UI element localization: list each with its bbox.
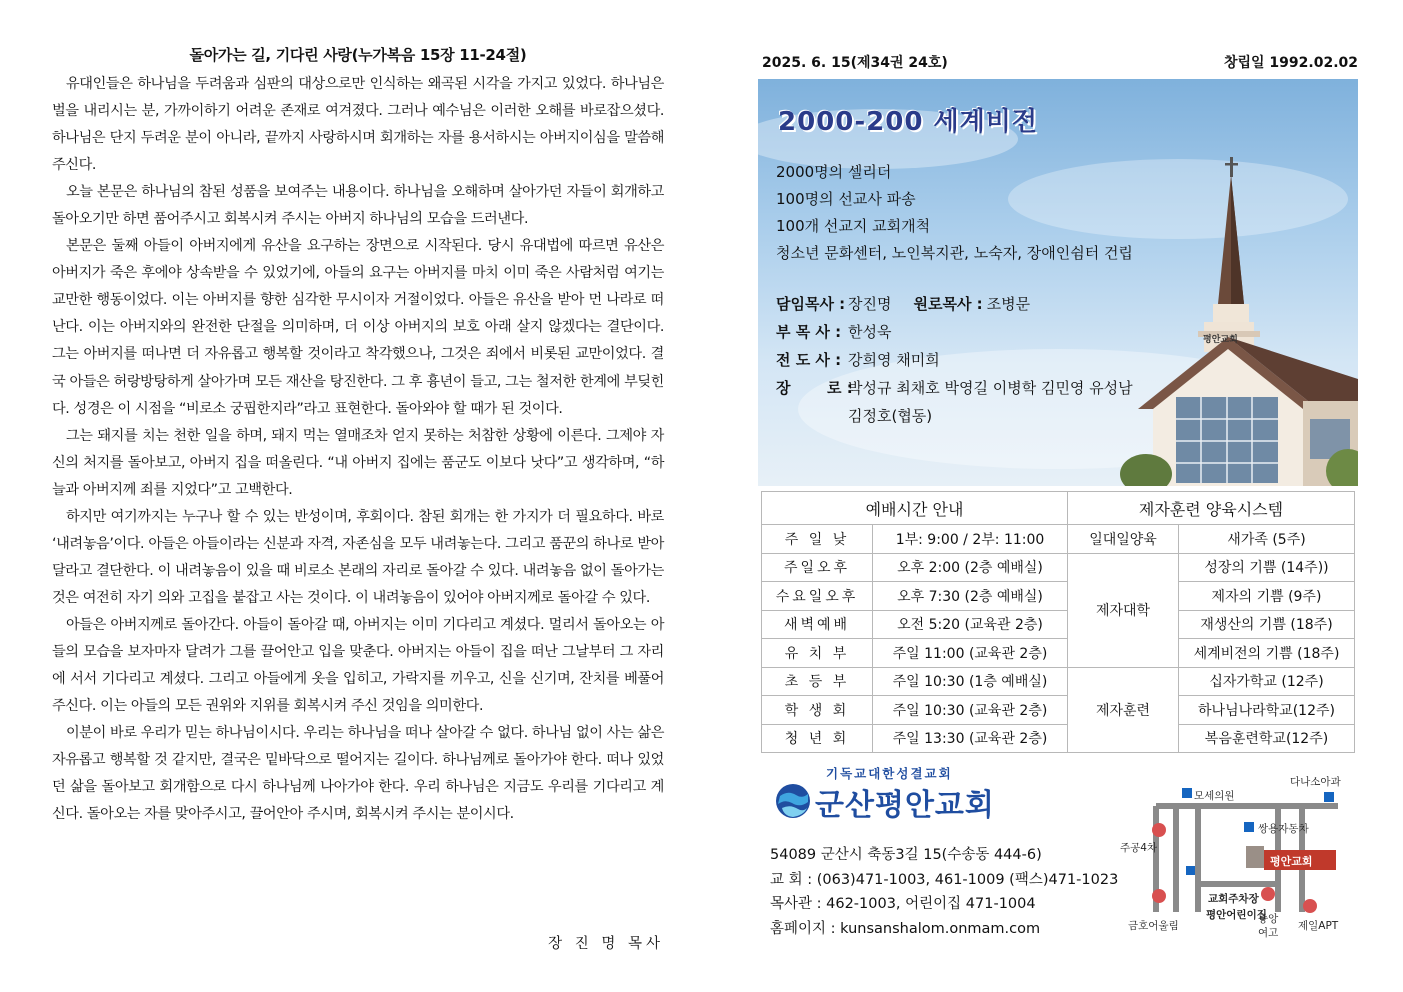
vision-goal: 2000명의 셀리더 xyxy=(776,163,892,181)
vision-banner xyxy=(758,79,1358,486)
map-label-car: 쌍용자동차 xyxy=(1258,823,1309,835)
sermon-paragraph-7: 이분이 바로 우리가 믿는 하나님이시다. 우리는 하나님을 떠나 살아갈 수 없다. 하나님 없이 사는 삶은 자유롭고 행복할 것 같지만, 결국은 밑바닥으로 떨어지는 길이다. 하나님께로 돌아가야 한다. 떠나 있었던 삶을 돌아보고 회개함으로 다시 하나님께 나아가야 한다. 우리 하나님은 지금도 우리를 기다리고 계신다. 돌아오는 자를 맞아주시고, 끌어안아 주시며, 회복시켜 주시는 분이시다. xyxy=(52,725,664,823)
sermon-paragraph-5: 하지만 여기까지는 누구나 할 수 있는 반성이며, 후회이다. 참된 회개는 한 가지가 더 필요하다. 바로 ‘내려놓음’이다. 아들은 아들이라는 신분과 자격, 자존심을 모두 내려놓는다. 그리고 품꾼의 하나로 받아 달라고 결단한다. 이 내려놓음이 있을 때 비로소 본래의 자리로 돌아갈 수 있다. 내려놓음 없이 돌아가는 것은 여전히 자기 의와 고집을 붙잡고 사는 것이다. 이 내려놓음이 있어야 아버지께로 돌아갈 수 있다. xyxy=(52,508,664,606)
sermon-paragraph-4: 그는 돼지를 치는 천한 일을 하며, 돼지 먹는 열매조차 얻지 못하는 처참한 상황에 이른다. 그제야 자신의 처지를 돌아보고, 아버지 집을 떠올린다. “내 아버지 집에는 품군도 이보다 낫다”고 생각하며, “하늘과 아버지께 죄를 지었다”고 고백한다. xyxy=(52,427,664,498)
worship-schedule-header: 예배시간 안내 xyxy=(762,492,1068,525)
table-row xyxy=(762,582,1355,611)
training-course: 성장의 기쁨 (14주)) xyxy=(1179,553,1355,582)
map-label-parking: 교회주차장 xyxy=(1208,893,1259,905)
schedule-table xyxy=(761,491,1355,753)
map-label-clinic: 모세의원 xyxy=(1194,790,1235,802)
sermon-column xyxy=(52,44,664,828)
sermon-title: 돌아가는 길, 기다린 사랑(누가복음 15장 11-24절) xyxy=(189,46,527,64)
staff-name: 강희영 채미희 xyxy=(848,351,940,369)
sermon-paragraph-3: 본문은 둘째 아들이 아버지에게 유산을 요구하는 장면으로 시작된다. 당시 유대법에 따르면 유산은 아버지가 죽은 후에야 상속받을 수 있었기에, 아들의 요구는 아버지를 마치 이미 죽은 사람처럼 여기는 교만한 행동이었다. 이는 아버지를 향한 심각한 무시이자 거절이었다. 아들은 유산을 받아 먼 나라로 떠난다. 이는 아버지와의 완전한 단절을 의미하며, 더 이상 아버지의 보호 아래 살지 않겠다는 결단이다. 그는 아버지를 떠나면 더 자유롭고 행복할 것이라고 착각했으나, 그것은 죄에서 비롯된 교만이었다. 결국 아들은 허랑방탕하게 살아가며 모든 재산을 탕진한다. 그 후 흉년이 들고, 그는 철저한 한계에 부딪힌다. 성경은 이 시점을 “비로소 궁핍한지라”라고 표현한다. 돌아와야 할 때가 된 것이다. xyxy=(52,238,664,417)
church-name: 군산평안교회 xyxy=(815,788,995,823)
church-building-icon xyxy=(1246,846,1264,868)
staff-name: 김정호(협동) xyxy=(848,407,933,425)
training-track: 제자대학 xyxy=(1068,553,1179,667)
sermon-author: 장 진 명 목사 xyxy=(548,936,664,952)
vision-title: 2000-200 세계비전 xyxy=(778,107,1038,137)
staff-role: 전 도 사 : xyxy=(776,351,842,369)
training-course: 복음훈련학교(12주) xyxy=(1179,724,1355,753)
denomination-name: 기독교대한성결교회 xyxy=(826,766,953,781)
parking-marker-icon xyxy=(1186,866,1195,875)
service-time: 오후 2:00 (2층 예배실) xyxy=(873,553,1068,582)
discipleship-header: 제자훈련 양육시스템 xyxy=(1068,492,1355,525)
service-time: 오전 5:20 (교육관 2층) xyxy=(873,610,1068,639)
staff-list xyxy=(776,290,1133,430)
staff-row-elders xyxy=(776,374,1133,402)
table-row xyxy=(762,667,1355,696)
vision-goal: 100명의 선교사 파송 xyxy=(776,190,916,208)
table-row xyxy=(762,525,1355,554)
church-phone: 교 회 : (063)471-1003, 461-1009 (팩스)471-1023 xyxy=(770,871,1119,888)
map-label-daycare: 평안어린이집 xyxy=(1206,909,1267,921)
service-time: 주일 11:00 (교육관 2층) xyxy=(873,639,1068,668)
staff-row-evangelist xyxy=(776,346,1133,374)
location-map xyxy=(1118,772,1358,942)
table-row xyxy=(762,610,1355,639)
service-time: 주일 10:30 (교육관 2층) xyxy=(873,696,1068,725)
service-name: 학 생 회 xyxy=(762,696,873,725)
map-label-daiso: 다나소아과 xyxy=(1290,776,1341,788)
staff-row-senior xyxy=(776,290,1133,318)
training-course: 제자의 기쁨 (9주) xyxy=(1179,582,1355,611)
apt-marker-icon xyxy=(1303,899,1317,913)
homepage-link[interactable]: 홈페이지 : kunsanshalom.onmam.com xyxy=(770,920,1041,937)
sermon-paragraph-6: 아들은 아버지께로 돌아간다. 아들이 돌아갈 때, 아버지는 이미 기다리고 계셨다. 멀리서 돌아오는 아들의 모습을 보자마자 달려가 그를 끌어안고 입을 맞춘다. 아버지는 아들이 집을 떠난 그날부터 그 자리에 서서 기다리고 계셨다. 그리고 아들에게 옷을 입히고, 가락지를 끼우고, 신을 신기며, 잔치를 베풀어 주신다. 이는 아들의 모든 권위와 지위를 회복시켜 주신 것임을 의미한다. xyxy=(52,616,664,715)
daiso-marker-icon xyxy=(1324,792,1334,802)
service-name: 주 일 낮 xyxy=(762,525,873,554)
vision-goals xyxy=(776,159,1133,267)
founding-date: 창립일 1992.02.02 xyxy=(1223,55,1358,71)
manse-phone: 목사관 : 462-1003, 어린이집 471-1004 xyxy=(770,896,1036,912)
map-label-school2: 여고 xyxy=(1258,927,1279,939)
map-label-church: 평안교회 xyxy=(1270,855,1313,868)
vision-goal: 100개 선교지 교회개척 xyxy=(776,217,931,235)
church-address: 54089 군산시 축동3길 15(수송동 444-6) xyxy=(770,847,1042,863)
car-marker-icon xyxy=(1244,822,1254,832)
training-course: 하나님나라학교(12주) xyxy=(1179,696,1355,725)
staff-role: 담임목사 : xyxy=(776,295,846,313)
table-row xyxy=(762,553,1355,582)
sermon-paragraph-1: 유대인들은 하나님을 두려움과 심판의 대상으로만 인식하는 왜곡된 시각을 가지고 있었다. 하나님은 벌을 내리시는 분, 가까이하기 어려운 존재로 여겨졌다. 그러나 예수님은 이러한 오해를 바로잡으셨다. 하나님은 단지 두려운 분이 아니라, 끝까지 사랑하시며 회개하는 자를 용서하시는 아버지이심을 말씀해주신다. xyxy=(52,76,664,174)
staff-row-elders-cont xyxy=(776,402,1133,430)
service-time: 오후 7:30 (2층 예배실) xyxy=(873,582,1068,611)
table-header-row xyxy=(762,492,1355,525)
staff-row-associate xyxy=(776,318,1133,346)
service-time: 주일 13:30 (교육관 2층) xyxy=(873,724,1068,753)
staff-role: 부 목 사 : xyxy=(776,323,842,341)
staff-name: 박성규 최채호 박영길 이병학 김민영 유성남 xyxy=(848,379,1133,397)
map-label-apt: 제일APT xyxy=(1298,920,1339,932)
training-course: 새가족 (5주) xyxy=(1179,525,1355,554)
service-name: 수요일오후 xyxy=(762,582,873,611)
service-time: 1부: 9:00 / 2부: 11:00 xyxy=(873,525,1068,554)
service-name: 초 등 부 xyxy=(762,667,873,696)
map-label-bakery: 금호어울림 xyxy=(1128,920,1179,932)
staff-role: 원로목사 : xyxy=(913,295,983,313)
map-label-gas: 주공4차 xyxy=(1120,842,1158,854)
training-course: 재생산의 기쁨 (18주) xyxy=(1179,610,1355,639)
church-sign: 평안교회 xyxy=(1203,335,1238,345)
service-name: 청 년 회 xyxy=(762,724,873,753)
staff-name: 조병문 xyxy=(986,295,1031,313)
issue-date: 2025. 6. 15(제34권 24호) xyxy=(762,55,948,71)
staff-name: 한성욱 xyxy=(848,323,892,341)
globe-logo-icon xyxy=(774,782,812,820)
training-course: 십자가학교 (12주) xyxy=(1179,667,1355,696)
staff-name: 장진명 xyxy=(848,295,892,313)
service-name: 새벽예배 xyxy=(762,610,873,639)
training-track: 일대일양육 xyxy=(1068,525,1179,554)
bakery-marker-icon xyxy=(1152,889,1166,903)
contact-info xyxy=(770,843,1118,941)
table-row xyxy=(762,639,1355,668)
gas-marker-icon xyxy=(1152,823,1166,837)
table-row xyxy=(762,724,1355,753)
training-course: 세계비전의 기쁨 (18주) xyxy=(1179,639,1355,668)
staff-role: 장 로 : xyxy=(776,379,853,397)
school-marker-icon xyxy=(1261,887,1275,901)
table-row xyxy=(762,696,1355,725)
map-label-school1: 중앙 xyxy=(1258,913,1279,925)
vision-goal: 청소년 문화센터, 노인복지관, 노숙자, 장애인쉼터 건립 xyxy=(776,244,1133,262)
service-name: 주일오후 xyxy=(762,553,873,582)
service-time: 주일 10:30 (1층 예배실) xyxy=(873,667,1068,696)
clinic-marker-icon xyxy=(1182,788,1192,798)
training-track: 제자훈련 xyxy=(1068,667,1179,753)
service-name: 유 치 부 xyxy=(762,639,873,668)
sermon-paragraph-2: 오늘 본문은 하나님의 참된 성품을 보여주는 내용이다. 하나님을 오해하며 살아가던 자들이 회개하고 돌아오기만 하면 품어주시고 회복시켜 주시는 아버지 하나님의 모습을 드러낸다. xyxy=(52,184,664,228)
